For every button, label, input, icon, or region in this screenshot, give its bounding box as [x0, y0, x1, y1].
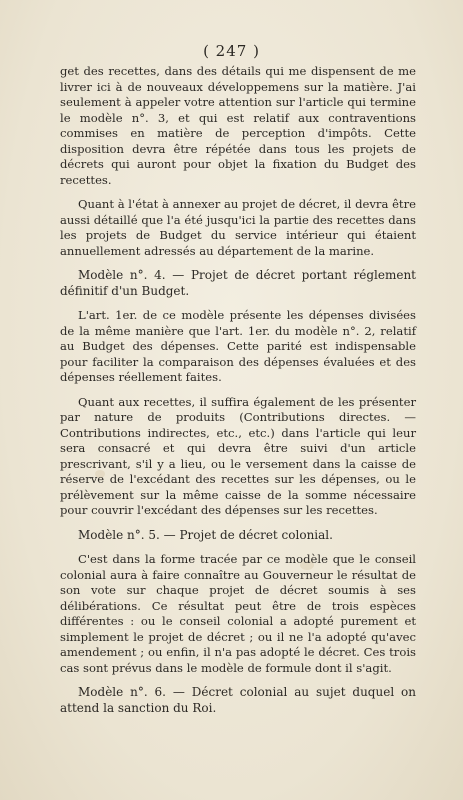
paragraph-budget-recettes-continued: get des recettes, dans des détails qui me dispensent de me livrer ici à de nouveaux développemens sur la matière. J'ai seulement à appeler votre attention sur l'article qui termine le modèle n°. 3, et qui est relatif aux contraventions commises en matière de perception d'impôts. Cette disposition devra être répétée dans tous les projets de décrets qui auront pour objet la fixation du Budget des recettes.: [60, 64, 416, 187]
heading-modele-4: Modèle n°. 4. — Projet de décret portant réglement définitif d'un Budget.: [60, 268, 416, 298]
paragraph-recettes: Quant aux recettes, il suffira également de les présenter par nature de produits (Contributions directes. — Contributions indirectes, etc., etc.) dans l'article qui leur sera consacré et qui devra être suivi d'un article prescrivant, s'il y a lieu, ou le versement dans la caisse de réserve de l'excédant des recettes sur les dépenses, ou le prélèvement sur la même caisse de la somme nécessaire pour couvrir l'excédant des dépenses sur les recettes.: [60, 394, 416, 517]
heading-modele-6: Modèle n°. 6. — Décret colonial au sujet duquel on attend la sanction du Roi.: [60, 685, 416, 715]
body-text: [60, 64, 416, 725]
paragraph-etat-annexe: Quant à l'état à annexer au projet de décret, il devra être aussi détaillé que l'a été jusqu'ici la partie des recettes dans les projets de Budget du service intérieur qui étaient annuellement adressés au département de la marine.: [60, 197, 416, 258]
page-number: ( 247 ): [203, 42, 260, 60]
paragraph-conseil-colonial: C'est dans la forme tracée par ce modèle que le conseil colonial aura à faire connaître au Gouverneur le résultat de son vote sur chaque projet de décret soumis à ses délibérations. Ce résultat peut être de trois espèces différentes : ou le conseil colonial a adopté purement et simplement le projet de décret ; ou il ne l'a adopté qu'avec amendement ; ou enfin, il n'a pas adopté le décret. Ces trois cas sont prévus dans le modèle de formule dont il s'agit.: [60, 552, 416, 675]
paragraph-article-premier: L'art. 1er. de ce modèle présente les dépenses divisées de la même manière que l'art. 1er. du modèle n°. 2, relatif au Budget des dépenses. Cette parité est indispensable pour faciliter la comparaison des dépenses évaluées et des dépenses réellement faites.: [60, 308, 416, 384]
heading-modele-5: Modèle n°. 5. — Projet de décret colonial.: [78, 527, 333, 542]
